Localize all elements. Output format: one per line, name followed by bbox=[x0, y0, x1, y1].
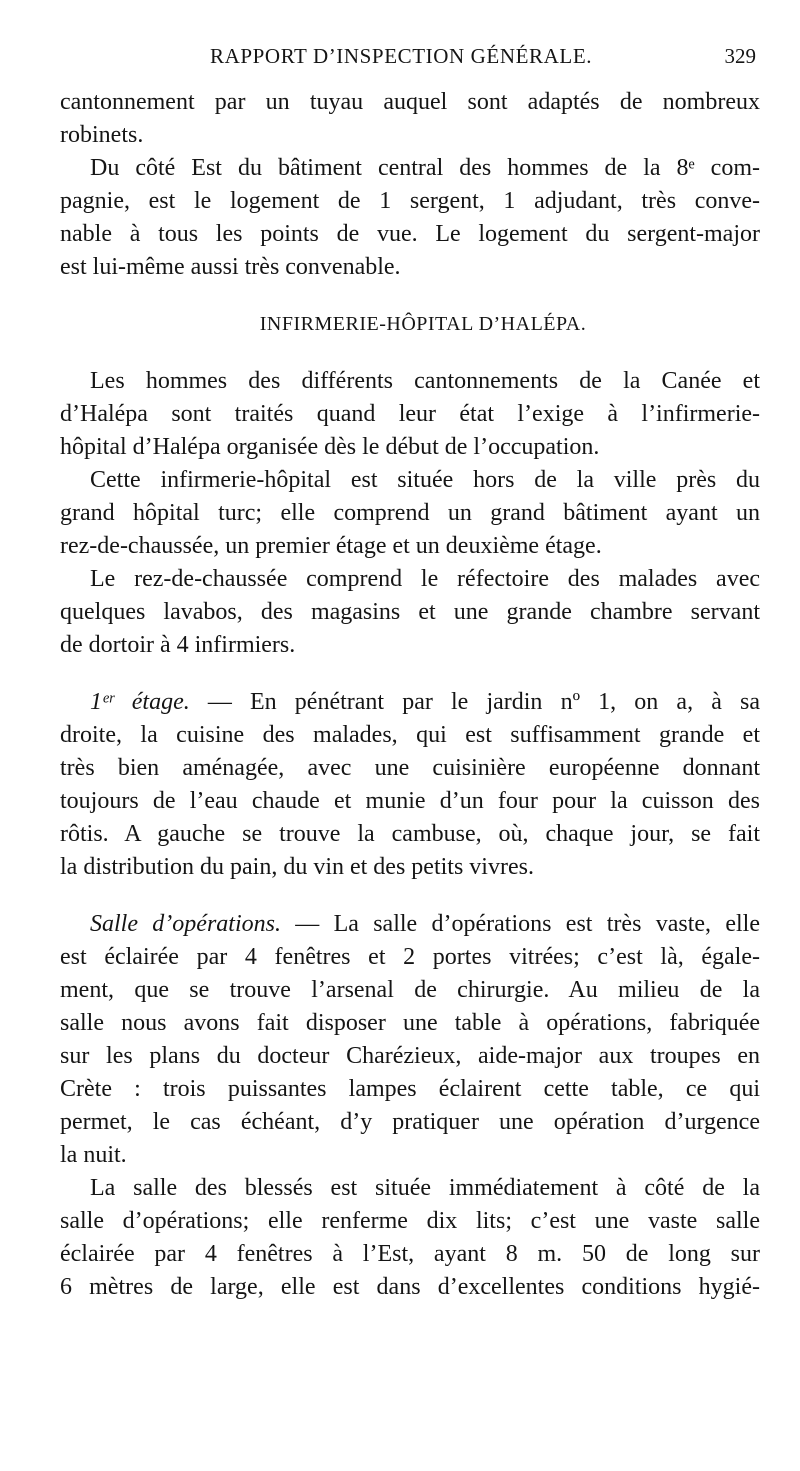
text-line: Le rez-de-chaussée comprend le réfectoire des malades avec bbox=[90, 566, 760, 592]
spacer bbox=[60, 884, 760, 908]
spacer bbox=[60, 662, 760, 686]
running-title: RAPPORT D’INSPECTION GÉNÉRALE. bbox=[210, 44, 593, 68]
text-line bbox=[60, 908, 760, 941]
text-line: très bien aménagée, avec une cuisinière européenne donnant bbox=[60, 755, 760, 781]
text-line: salle nous avons fait disposer une table à opérations, fabriquée bbox=[60, 1010, 760, 1036]
text-line: la nuit. bbox=[60, 1142, 127, 1168]
text-line: toujours de l’eau chaude et munie d’un four pour la cuisson des bbox=[60, 788, 760, 814]
text-line bbox=[60, 686, 760, 719]
text-line: hôpital d’Halépa organisée dès le début de l’occupation. bbox=[60, 434, 600, 460]
running-head bbox=[60, 44, 760, 74]
text-line: est éclairée par 4 fenêtres et 2 portes vitrées; c’est là, égale- bbox=[60, 944, 760, 970]
text-line: 6 mètres de large, elle est dans d’excellentes conditions hygié- bbox=[60, 1274, 760, 1300]
text-line: Du côté Est du bâtiment central des hommes de la 8ᵉ com- bbox=[90, 155, 760, 181]
text-line: est lui-même aussi très convenable. bbox=[60, 254, 401, 280]
text-line: permet, le cas échéant, d’y pratiquer une opération d’urgence bbox=[60, 1109, 760, 1135]
text-line: Crète : trois puissantes lampes éclairent cette table, ce qui bbox=[60, 1076, 760, 1102]
run-in-heading: Salle d’opérations. bbox=[90, 911, 281, 937]
text-line: rôtis. A gauche se trouve la cambuse, où, chaque jour, se fait bbox=[60, 821, 760, 847]
text-line: pagnie, est le logement de 1 sergent, 1 adjudant, très conve- bbox=[60, 188, 760, 214]
spacer bbox=[60, 284, 760, 308]
text-line: robinets. bbox=[60, 122, 144, 148]
text-line: grand hôpital turc; elle comprend un grand bâtiment ayant un bbox=[60, 500, 760, 526]
section-heading: INFIRMERIE-HÔPITAL D’HALÉPA. bbox=[259, 313, 587, 335]
text-line: Cette infirmerie-hôpital est située hors de la ville près du bbox=[90, 467, 760, 493]
text-line: d’Halépa sont traités quand leur état l’exige à l’infirmerie- bbox=[60, 401, 760, 427]
text-line: sur les plans du docteur Charézieux, aide-major aux troupes en bbox=[60, 1043, 760, 1069]
text-line: quelques lavabos, des magasins et une grande chambre servant bbox=[60, 599, 760, 625]
line-text: — La salle d’opérations est très vaste, elle bbox=[280, 911, 760, 937]
body-text bbox=[60, 86, 760, 1304]
text-line: cantonnement par un tuyau auquel sont adaptés de nombreux bbox=[60, 89, 760, 115]
text-line: éclairée par 4 fenêtres à l’Est, ayant 8 m. 50 de long sur bbox=[60, 1241, 760, 1267]
text-line: salle d’opérations; elle renferme dix lits; c’est une vaste salle bbox=[60, 1208, 760, 1234]
text-line: de dortoir à 4 infirmiers. bbox=[60, 632, 296, 658]
text-line: nable à tous les points de vue. Le logement du sergent-major bbox=[60, 221, 760, 247]
spacer bbox=[60, 341, 760, 365]
line-text: — En pénétrant par le jardin nº 1, on a, à sa bbox=[189, 689, 760, 715]
text-line: ment, que se trouve l’arsenal de chirurgie. Au milieu de la bbox=[60, 977, 760, 1003]
text-line: rez-de-chaussée, un premier étage et un deuxième étage. bbox=[60, 533, 602, 559]
text-line: La salle des blessés est située immédiatement à côté de la bbox=[90, 1175, 760, 1201]
run-in-heading: 1ᵉʳ étage. bbox=[90, 689, 190, 715]
text-line: Les hommes des différents cantonnements de la Canée et bbox=[90, 368, 760, 394]
text-line: droite, la cuisine des malades, qui est suffisamment grande et bbox=[60, 722, 760, 748]
text-line: la distribution du pain, du vin et des petits vivres. bbox=[60, 854, 534, 880]
page-number: 329 bbox=[724, 44, 756, 68]
